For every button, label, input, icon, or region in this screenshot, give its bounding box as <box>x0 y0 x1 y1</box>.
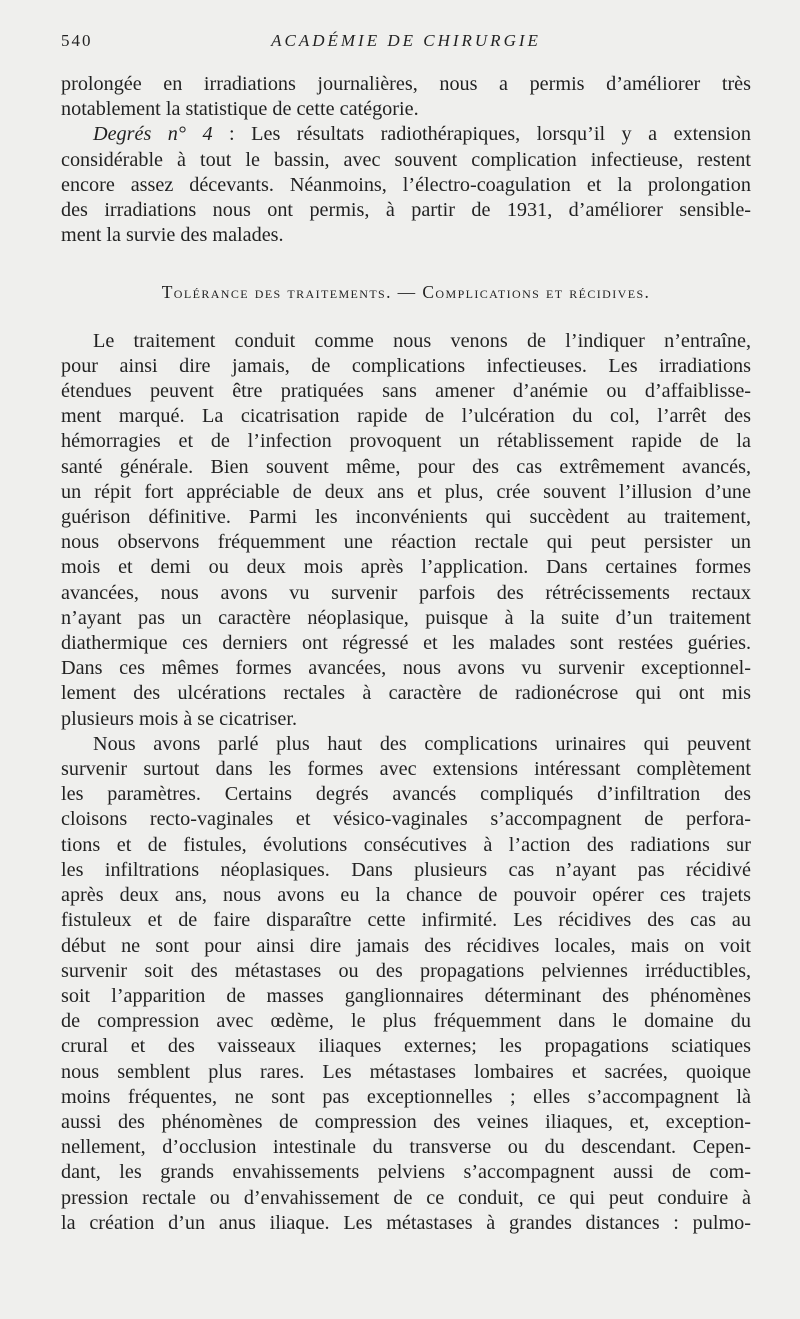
section-heading-text: Tolérance des traitements. — Complications et récidives. <box>161 282 651 303</box>
text-line: dant, les grands envahissements pelviens s’accompagnent aussi de com- <box>61 1161 751 1184</box>
text-line: nous observons fréquemment une réaction rectale qui peut persister un <box>61 531 751 554</box>
section-heading <box>61 280 751 305</box>
running-header <box>61 31 751 55</box>
paragraph-1 <box>61 72 751 122</box>
text-line: santé générale. Bien souvent même, pour des cas extrêmement avancés, <box>61 455 751 478</box>
text-line: mois et demi ou deux mois après l’application. Dans certaines formes <box>61 556 751 579</box>
text-line <box>61 122 751 147</box>
text-line: hémorragies et de l’infection provoquent un rétablissement rapide de la <box>61 430 751 453</box>
text-line: ment la survie des malades. <box>61 224 284 247</box>
text-line: des irradiations nous ont permis, à partir de 1931, d’améliorer sensible- <box>61 199 751 222</box>
text-line: crural et des vaisseaux iliaques externes; les propagations sciatiques <box>61 1035 751 1058</box>
text-line: pression rectale ou d’envahissement de ce conduit, ce qui peut conduire à <box>61 1186 751 1209</box>
text-line: cloisons recto-vaginales et vésico-vaginales s’accompagnent de perfora- <box>61 808 751 831</box>
paragraph-4 <box>61 732 751 1236</box>
text-line: Le traitement conduit comme nous venons de l’indiquer n’entraîne, <box>93 329 751 352</box>
text-line: notablement la statistique de cette catégorie. <box>61 98 419 121</box>
text-line: n’ayant pas un caractère néoplasique, puisque à la suite d’un traitement <box>61 606 751 629</box>
text-line: Dans ces mêmes formes avancées, nous avons vu survenir exceptionnel- <box>61 657 751 680</box>
text-line: nellement, d’occlusion intestinale du transverse ou du descendant. Cepen- <box>61 1136 751 1159</box>
text-line: considérable à tout le bassin, avec souvent complication infectieuse, restent <box>61 148 751 171</box>
text-line: prolongée en irradiations journalières, nous a permis d’améliorer très <box>61 73 751 95</box>
text-line: plusieurs mois à se cicatriser. <box>61 707 298 730</box>
text-line: les paramètres. Certains degrés avancés compliqués d’infiltration des <box>61 783 751 806</box>
text-line: survenir soit des métastases ou des propagations pelviennes irréductibles, <box>61 959 751 982</box>
text-line: début ne sont pour ainsi dire jamais des récidives locales, mais on voit <box>61 934 751 957</box>
text-fragment: : Les résultats radiothérapiques, lorsqu’il y a extension <box>212 123 751 146</box>
text-line: lement des ulcérations rectales à caractère de radionécrose qui ont mis <box>61 682 751 705</box>
text-line: survenir surtout dans les formes avec extensions intéressant complètement <box>61 758 751 781</box>
text-line: encore assez décevants. Néanmoins, l’électro-coagulation et la prolongation <box>61 173 751 196</box>
text-line: moins fréquentes, ne sont pas exceptionnelles ; elles s’accompagnent là <box>61 1085 751 1108</box>
text-line: un répit fort appréciable de deux ans et plus, crée souvent l’illusion d’une <box>61 480 751 503</box>
paragraph-3 <box>61 329 751 732</box>
text-line: Nous avons parlé plus haut des complications urinaires qui peuvent <box>93 732 751 755</box>
text-line: guérison définitive. Parmi les inconvénients qui succèdent au traitement, <box>61 506 751 529</box>
body-text <box>61 72 751 1236</box>
page-number: 540 <box>61 31 93 50</box>
text-line: avancées, nous avons vu survenir parfois des rétrécissements rectaux <box>61 581 751 604</box>
text-line: après deux ans, nous avons eu la chance de pouvoir opérer ces trajets <box>61 884 751 907</box>
text-line: tions et de fistules, évolutions consécutives à l’action des radiations sur <box>61 833 751 856</box>
degree-label: Degrés n° 4 <box>93 123 213 146</box>
text-line: pour ainsi dire jamais, de complications infectieuses. Les irradiations <box>61 354 751 377</box>
text-line: fistuleux et de faire disparaître cette infirmité. Les récidives des cas au <box>61 909 751 932</box>
text-line: nous semblent plus rares. Les métastases lombaires et sacrées, quoique <box>61 1060 751 1083</box>
text-line: de compression avec œdème, le plus fréquemment dans le domaine du <box>61 1010 751 1033</box>
text-line: étendues peuvent être pratiquées sans amener d’anémie ou d’affaiblisse- <box>61 380 751 403</box>
text-line: les infiltrations néoplasiques. Dans plusieurs cas n’ayant pas récidivé <box>61 858 751 881</box>
text-line: aussi des phénomènes de compression des veines iliaques, et, exception- <box>61 1110 751 1133</box>
text-line: la création d’un anus iliaque. Les métastases à grandes distances : pulmo- <box>61 1211 751 1234</box>
text-line: ment marqué. La cicatrisation rapide de l’ulcération du col, l’arrêt des <box>61 405 751 428</box>
text-line: diathermique ces derniers ont régressé et les malades sont restées guéries. <box>61 632 751 655</box>
paragraph-2 <box>61 122 751 248</box>
running-title: ACADÉMIE DE CHIRURGIE <box>271 31 541 50</box>
text-line: soit l’apparition de masses ganglionnaires déterminant des phénomènes <box>61 984 751 1007</box>
